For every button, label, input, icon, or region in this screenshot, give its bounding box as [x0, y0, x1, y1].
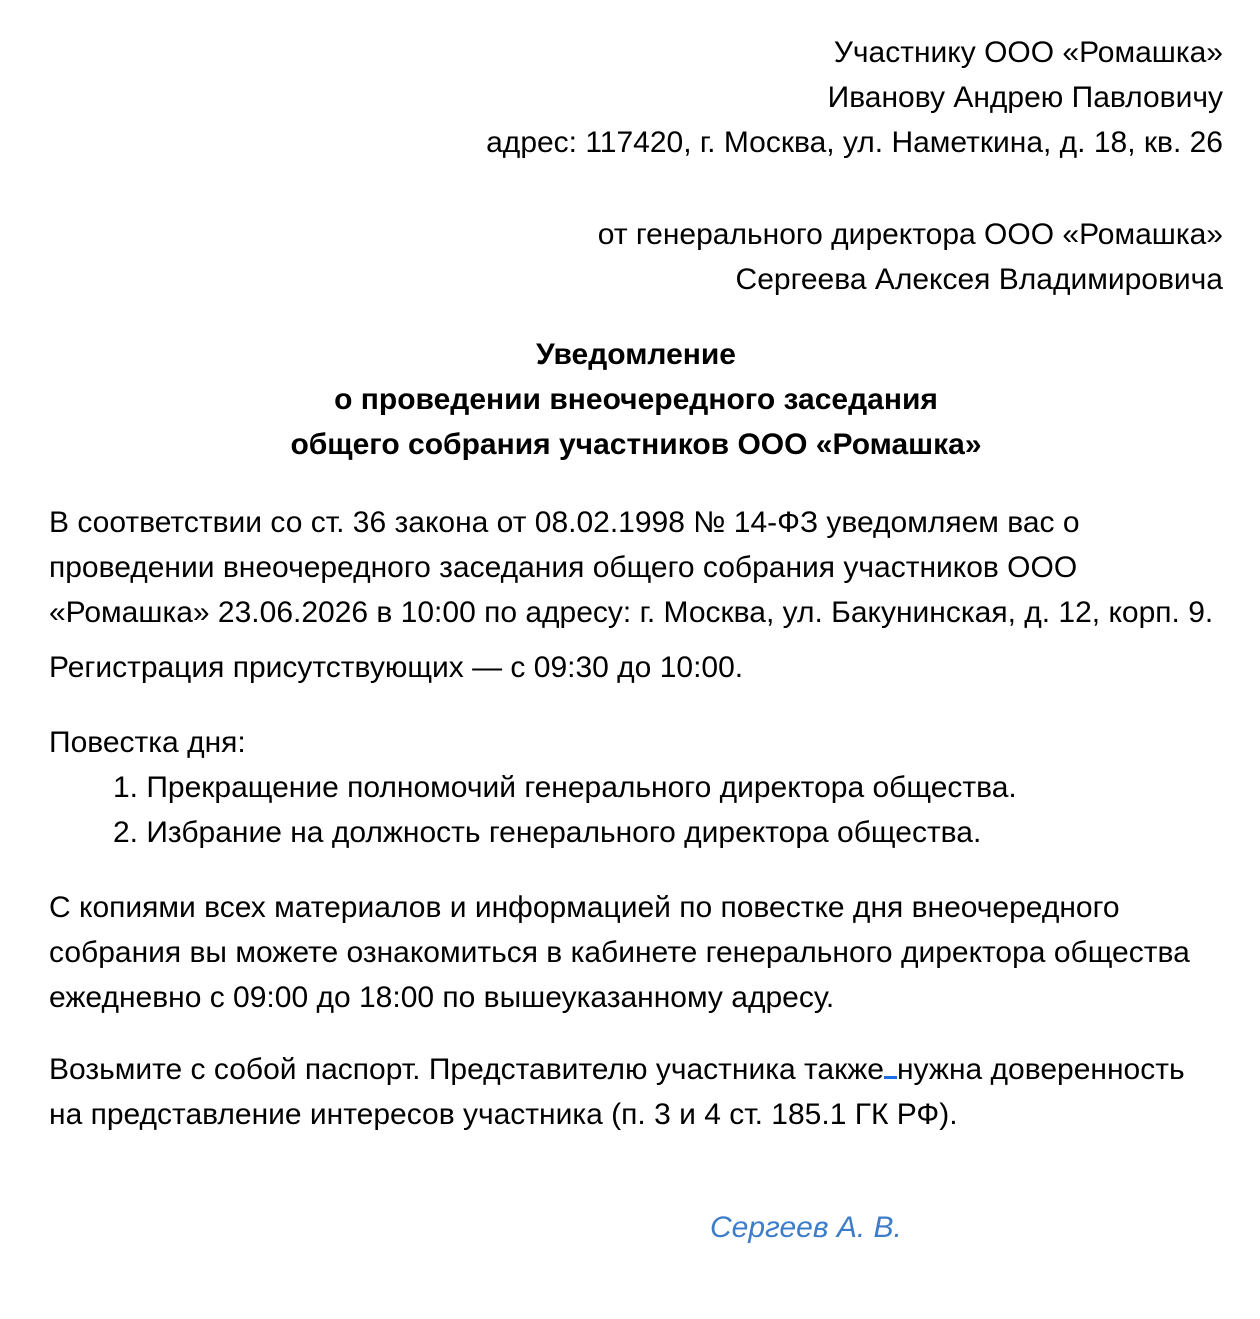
document-title	[49, 332, 1223, 467]
passport-text-after: нужна доверенность на представление интересов участника (п. 3 и 4 ст. 185.1 ГК РФ).	[49, 1053, 1185, 1131]
title-line-2: о проведении внеочередного заседания	[334, 383, 938, 416]
addressee-line-address: адрес: 117420, г. Москва, ул. Наметкина, д. 18, кв. 26	[486, 126, 1223, 159]
title-line-3: общего собрания участников ООО «Ромашка»	[290, 428, 982, 461]
passport-text-before: Возьмите с собой паспорт. Представителю участника также	[49, 1053, 884, 1086]
agenda-heading: Повестка дня:	[49, 726, 246, 759]
sender-line-name: Сергеева Алексея Владимировича	[735, 263, 1223, 296]
signature: Сергеев А. В.	[710, 1211, 902, 1244]
title-line-1: Уведомление	[535, 338, 736, 371]
addressee-block	[49, 30, 1223, 165]
addressee-line-name: Иванову Андрею Павловичу	[827, 81, 1223, 114]
addressee-line-company: Участнику ООО «Ромашка»	[833, 36, 1223, 69]
agenda-block	[49, 720, 1223, 855]
agenda-item-1: 1. Прекращение полномочий генерального директора общества.	[113, 771, 1017, 804]
paragraph-materials: С копиями всех материалов и информацией по повестке дня внеочередного собрания вы можете ознакомиться в кабинете генерального директора общества ежедневно с 09:00 до 18:00 по вышеуказанному адресу.	[49, 891, 1190, 1014]
paragraph-registration: Регистрация присутствующих — с 09:30 до 10:00.	[49, 651, 744, 684]
agenda-item-2: 2. Избрание на должность генерального директора общества.	[113, 816, 982, 849]
sender-block	[49, 212, 1223, 302]
sender-line-position: от генерального директора ООО «Ромашка»	[597, 218, 1223, 251]
paragraph-legal-basis: В соответствии со ст. 36 закона от 08.02.1998 № 14-ФЗ уведомляем вас о проведении внеочередного заседания общего собрания участников ООО «Ромашка» 23.06.2026 в 10:00 по адресу: г. Москва, ул. Бакунинская, д. 12, корп. 9.	[49, 506, 1214, 629]
paragraph-passport	[49, 1047, 1223, 1137]
inserted-space-change-marker	[884, 1072, 897, 1080]
